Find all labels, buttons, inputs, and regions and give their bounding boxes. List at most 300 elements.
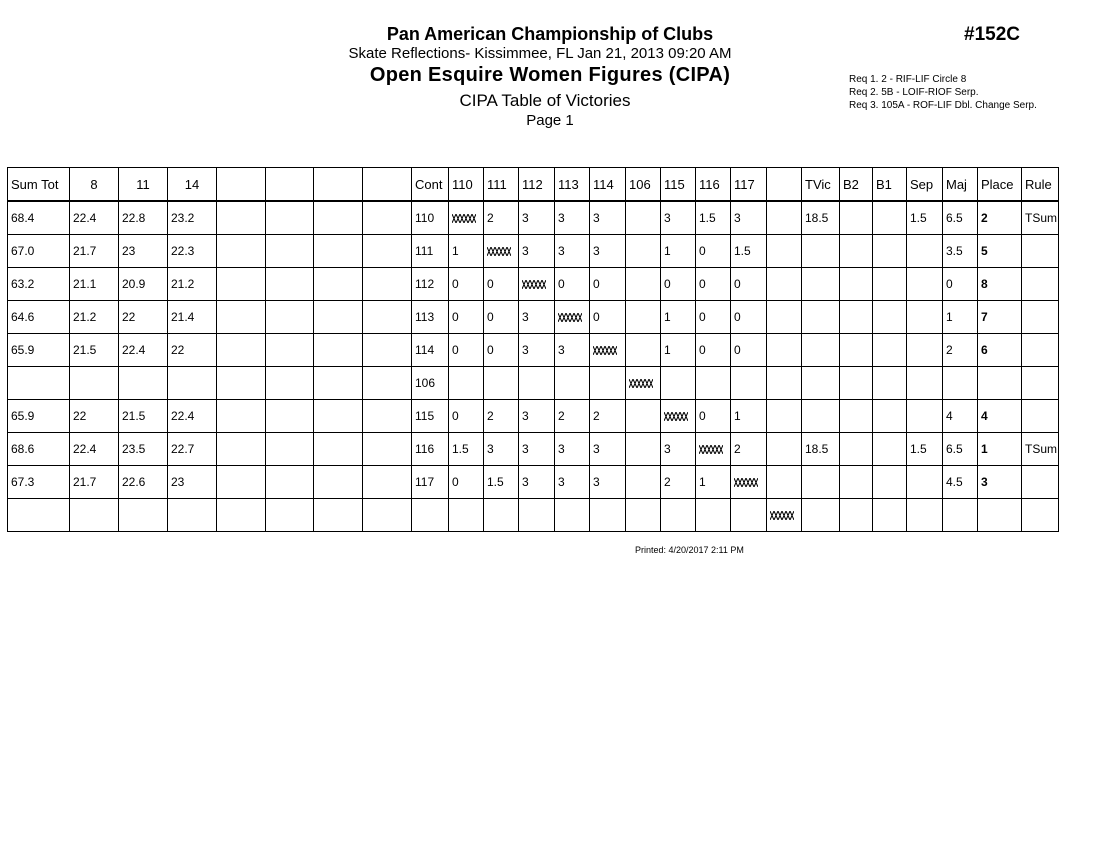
table-cell: 22.4 — [119, 334, 168, 367]
table-cell — [314, 334, 363, 367]
table-cell — [1022, 367, 1059, 400]
table-row — [8, 466, 1059, 499]
table-cell: 21.7 — [70, 466, 119, 499]
column-header: TVic — [802, 168, 840, 202]
table-cell — [978, 367, 1022, 400]
table-cell — [363, 301, 412, 334]
table-cell — [873, 400, 907, 433]
table-cell — [266, 367, 314, 400]
column-header: Place — [978, 168, 1022, 202]
table-cell: 3 — [519, 235, 555, 268]
table-cell: 22 — [168, 334, 217, 367]
table-cell: 112 — [412, 268, 449, 301]
table-cell: 63.2 — [8, 268, 70, 301]
table-cell: 23.5 — [119, 433, 168, 466]
table-cell: 0 — [731, 301, 767, 334]
table-cell — [314, 235, 363, 268]
table-cell — [519, 367, 555, 400]
table-cell: 2 — [661, 466, 696, 499]
table-cell: 3 — [555, 433, 590, 466]
table-cell — [873, 466, 907, 499]
table-cell — [1022, 466, 1059, 499]
table-cell — [314, 367, 363, 400]
table-cell: 22.3 — [168, 235, 217, 268]
table-cell: 1.5 — [449, 433, 484, 466]
table-cell: 115 — [412, 400, 449, 433]
table-cell — [840, 400, 873, 433]
table-cell — [626, 268, 661, 301]
column-header: 114 — [590, 168, 626, 202]
table-cell — [217, 301, 266, 334]
table-cell: 1 — [449, 235, 484, 268]
table-cell — [802, 301, 840, 334]
table-cell — [363, 367, 412, 400]
table-cell: 21.7 — [70, 235, 119, 268]
table-cell: 3 — [555, 235, 590, 268]
table-cell: 1 — [661, 301, 696, 334]
table-cell: 6.5 — [943, 201, 978, 235]
column-header: 11 — [119, 168, 168, 202]
event-number: #152C — [964, 24, 1020, 45]
table-cell: 1.5 — [731, 235, 767, 268]
self-comparison-mark — [626, 367, 661, 400]
table-cell: 22 — [119, 301, 168, 334]
table-cell — [217, 499, 266, 532]
table-row — [8, 301, 1059, 334]
table-cell — [943, 499, 978, 532]
table-cell — [802, 268, 840, 301]
table-cell: 0 — [555, 268, 590, 301]
table-cell: 1.5 — [484, 466, 519, 499]
table-cell — [731, 499, 767, 532]
table-cell — [873, 235, 907, 268]
table-cell — [696, 367, 731, 400]
table-cell: 1 — [661, 334, 696, 367]
table-cell — [1022, 301, 1059, 334]
table-cell: 1 — [943, 301, 978, 334]
table-cell — [907, 499, 943, 532]
table-cell: 116 — [412, 433, 449, 466]
table-cell: 0 — [696, 268, 731, 301]
self-comparison-mark — [696, 433, 731, 466]
table-cell — [626, 334, 661, 367]
table-cell — [70, 499, 119, 532]
table-header-row — [8, 168, 1059, 202]
column-header: Sep — [907, 168, 943, 202]
table-cell: 21.1 — [70, 268, 119, 301]
competition-title: Pan American Championship of Clubs — [386, 24, 714, 44]
table-cell — [767, 367, 802, 400]
table-cell: 0 — [696, 235, 731, 268]
table-cell: TSum — [1022, 201, 1059, 235]
table-title: CIPA Table of Victories — [459, 91, 631, 110]
table-cell: 3 — [519, 334, 555, 367]
table-cell: 20.9 — [119, 268, 168, 301]
table-of-victories — [7, 167, 1059, 532]
table-cell — [314, 201, 363, 235]
table-cell: 3 — [978, 466, 1022, 499]
table-cell — [943, 367, 978, 400]
table-cell: 68.4 — [8, 201, 70, 235]
table-cell — [626, 433, 661, 466]
self-comparison-mark — [590, 334, 626, 367]
table-cell: 1 — [661, 235, 696, 268]
table-cell — [363, 235, 412, 268]
table-cell: 6 — [978, 334, 1022, 367]
table-cell: 0 — [696, 400, 731, 433]
table-cell — [907, 301, 943, 334]
table-cell — [840, 433, 873, 466]
table-cell: 3 — [555, 201, 590, 235]
table-cell: 114 — [412, 334, 449, 367]
table-cell — [907, 268, 943, 301]
table-cell: 106 — [412, 367, 449, 400]
table-cell: 0 — [590, 301, 626, 334]
table-cell — [266, 499, 314, 532]
table-cell: 0 — [484, 268, 519, 301]
table-cell — [266, 466, 314, 499]
table-cell — [363, 400, 412, 433]
table-cell: 21.2 — [70, 301, 119, 334]
table-cell — [266, 334, 314, 367]
table-cell — [266, 235, 314, 268]
table-cell: 1 — [731, 400, 767, 433]
table-cell: 22 — [70, 400, 119, 433]
table-cell — [314, 466, 363, 499]
table-cell — [802, 367, 840, 400]
table-cell — [840, 301, 873, 334]
table-cell: 22.4 — [70, 201, 119, 235]
table-cell — [802, 334, 840, 367]
table-cell — [217, 367, 266, 400]
requirement-item: Req 1. 2 - RIF-LIF Circle 8 — [849, 74, 967, 85]
table-cell — [767, 235, 802, 268]
table-cell — [8, 499, 70, 532]
table-row — [8, 499, 1059, 532]
table-cell: 0 — [731, 334, 767, 367]
cross-hatch-icon — [558, 313, 582, 322]
table-cell: 22.8 — [119, 201, 168, 235]
table-cell — [70, 367, 119, 400]
table-cell: 3 — [555, 466, 590, 499]
table-cell: 8 — [978, 268, 1022, 301]
table-row — [8, 201, 1059, 235]
table-cell — [217, 235, 266, 268]
table-cell: 3 — [590, 201, 626, 235]
table-cell — [907, 400, 943, 433]
table-cell: 21.4 — [168, 301, 217, 334]
table-cell — [626, 400, 661, 433]
table-cell: 18.5 — [802, 433, 840, 466]
table-cell — [266, 433, 314, 466]
table-cell — [266, 301, 314, 334]
requirement-item: Req 3. 105A - ROF-LIF Dbl. Change Serp. — [849, 100, 1037, 111]
table-cell — [840, 235, 873, 268]
table-cell — [412, 499, 449, 532]
table-cell — [363, 433, 412, 466]
table-cell — [314, 400, 363, 433]
table-cell — [217, 268, 266, 301]
table-cell: 113 — [412, 301, 449, 334]
self-comparison-mark — [449, 201, 484, 235]
venue-date-line: Skate Reflections- Kissimmee, FL Jan 21, 2013 09:20 AM — [348, 45, 732, 62]
table-cell — [767, 201, 802, 235]
column-header: Sum Tot — [8, 168, 70, 202]
column-header: 8 — [70, 168, 119, 202]
table-cell — [731, 367, 767, 400]
table-cell — [590, 499, 626, 532]
requirement-item: Req 2. 5B - LOIF-RIOF Serp. — [849, 87, 979, 98]
cross-hatch-icon — [629, 379, 653, 388]
table-row — [8, 235, 1059, 268]
column-header: 111 — [484, 168, 519, 202]
column-header: 113 — [555, 168, 590, 202]
self-comparison-mark — [519, 268, 555, 301]
self-comparison-mark — [555, 301, 590, 334]
cross-hatch-icon — [487, 247, 511, 256]
table-cell: 2 — [943, 334, 978, 367]
table-cell — [626, 499, 661, 532]
table-cell — [767, 400, 802, 433]
table-cell — [873, 499, 907, 532]
column-header: 115 — [661, 168, 696, 202]
table-cell — [661, 367, 696, 400]
table-cell — [363, 334, 412, 367]
table-cell — [363, 466, 412, 499]
table-cell — [767, 334, 802, 367]
table-cell — [767, 268, 802, 301]
table-cell: 67.3 — [8, 466, 70, 499]
table-cell — [266, 400, 314, 433]
table-cell: 0 — [449, 334, 484, 367]
table-cell: 3.5 — [943, 235, 978, 268]
table-cell — [873, 301, 907, 334]
column-header — [363, 168, 412, 202]
table-cell — [555, 499, 590, 532]
table-cell — [978, 499, 1022, 532]
table-cell — [873, 268, 907, 301]
table-cell — [840, 334, 873, 367]
table-cell: 64.6 — [8, 301, 70, 334]
table-cell — [217, 201, 266, 235]
table-cell: 21.5 — [70, 334, 119, 367]
table-cell: 4 — [978, 400, 1022, 433]
table-cell: 2 — [590, 400, 626, 433]
table-cell: 65.9 — [8, 400, 70, 433]
table-row — [8, 400, 1059, 433]
table-cell — [873, 367, 907, 400]
table-cell: 23.2 — [168, 201, 217, 235]
table-cell — [363, 499, 412, 532]
self-comparison-mark — [661, 400, 696, 433]
table-cell — [873, 433, 907, 466]
table-cell: 2 — [978, 201, 1022, 235]
table-cell: 0 — [731, 268, 767, 301]
table-cell — [1022, 268, 1059, 301]
table-cell: 6.5 — [943, 433, 978, 466]
column-header — [217, 168, 266, 202]
table-row — [8, 334, 1059, 367]
table-cell: 22.7 — [168, 433, 217, 466]
column-header: Maj — [943, 168, 978, 202]
table-cell: 0 — [696, 301, 731, 334]
table-cell: 3 — [519, 400, 555, 433]
table-cell: 22.6 — [119, 466, 168, 499]
self-comparison-mark — [731, 466, 767, 499]
table-cell — [907, 235, 943, 268]
table-cell — [840, 367, 873, 400]
column-header: 116 — [696, 168, 731, 202]
table-cell — [168, 499, 217, 532]
printed-timestamp: Printed: 4/20/2017 2:11 PM — [635, 545, 744, 555]
table-cell — [626, 201, 661, 235]
table-cell — [484, 367, 519, 400]
table-cell — [266, 201, 314, 235]
table-cell — [767, 301, 802, 334]
table-cell: 0 — [696, 334, 731, 367]
table-cell — [8, 367, 70, 400]
table-cell — [840, 499, 873, 532]
table-cell: 0 — [590, 268, 626, 301]
table-cell — [519, 499, 555, 532]
column-header: 110 — [449, 168, 484, 202]
table-cell — [907, 466, 943, 499]
table-cell — [840, 268, 873, 301]
table-cell — [449, 367, 484, 400]
table-cell: 2 — [731, 433, 767, 466]
table-cell — [119, 367, 168, 400]
table-row — [8, 268, 1059, 301]
cross-hatch-icon — [664, 412, 688, 421]
table-cell — [802, 466, 840, 499]
table-cell — [767, 466, 802, 499]
table-cell: 7 — [978, 301, 1022, 334]
cross-hatch-icon — [593, 346, 617, 355]
column-header: B2 — [840, 168, 873, 202]
table-cell — [314, 268, 363, 301]
table-cell: 21.2 — [168, 268, 217, 301]
table-cell: 22.4 — [70, 433, 119, 466]
column-header: Rule — [1022, 168, 1059, 202]
table-cell — [314, 499, 363, 532]
table-cell: 65.9 — [8, 334, 70, 367]
table-cell: 2 — [484, 201, 519, 235]
table-cell: 0 — [449, 301, 484, 334]
table-cell: 4.5 — [943, 466, 978, 499]
cross-hatch-icon — [452, 214, 476, 223]
table-cell: 111 — [412, 235, 449, 268]
table-row — [8, 433, 1059, 466]
table-cell: 1.5 — [907, 201, 943, 235]
self-comparison-mark — [484, 235, 519, 268]
table-cell: 22.4 — [168, 400, 217, 433]
table-cell — [802, 400, 840, 433]
table-cell — [1022, 235, 1059, 268]
table-cell — [119, 499, 168, 532]
table-cell: 0 — [484, 334, 519, 367]
cross-hatch-icon — [522, 280, 546, 289]
column-header — [767, 168, 802, 202]
column-header: 14 — [168, 168, 217, 202]
table-cell — [626, 466, 661, 499]
table-cell — [217, 433, 266, 466]
column-header — [266, 168, 314, 202]
table-cell: 3 — [590, 433, 626, 466]
table-cell — [840, 201, 873, 235]
table-cell: 0 — [449, 400, 484, 433]
table-cell: 117 — [412, 466, 449, 499]
table-cell: 3 — [661, 201, 696, 235]
table-cell: 3 — [484, 433, 519, 466]
table-cell — [661, 499, 696, 532]
table-cell: 21.5 — [119, 400, 168, 433]
table-cell: 3 — [519, 466, 555, 499]
table-cell — [626, 235, 661, 268]
table-cell — [907, 334, 943, 367]
column-header: B1 — [873, 168, 907, 202]
table-cell: 3 — [555, 334, 590, 367]
table-cell: 23 — [168, 466, 217, 499]
table-cell — [217, 334, 266, 367]
cross-hatch-icon — [699, 445, 723, 454]
table-cell: 3 — [519, 301, 555, 334]
table-cell — [555, 367, 590, 400]
table-cell: TSum — [1022, 433, 1059, 466]
table-cell — [266, 268, 314, 301]
table-cell — [363, 201, 412, 235]
self-comparison-mark — [767, 499, 802, 532]
table-cell — [217, 400, 266, 433]
table-cell: 18.5 — [802, 201, 840, 235]
column-header: 112 — [519, 168, 555, 202]
table-cell — [802, 499, 840, 532]
table-cell — [168, 367, 217, 400]
cross-hatch-icon — [734, 478, 758, 487]
table-cell — [873, 334, 907, 367]
table-cell — [907, 367, 943, 400]
table-cell: 2 — [555, 400, 590, 433]
column-header: 106 — [626, 168, 661, 202]
table-cell: 3 — [590, 235, 626, 268]
table-cell — [314, 301, 363, 334]
table-cell: 1.5 — [907, 433, 943, 466]
column-header — [314, 168, 363, 202]
table-cell: 3 — [519, 433, 555, 466]
table-cell: 3 — [519, 201, 555, 235]
table-cell — [696, 499, 731, 532]
table-cell: 1 — [696, 466, 731, 499]
event-title: Open Esquire Women Figures (CIPA) — [369, 64, 731, 86]
requirements-list — [849, 73, 1037, 112]
table-cell: 67.0 — [8, 235, 70, 268]
table-cell: 0 — [484, 301, 519, 334]
cross-hatch-icon — [770, 511, 794, 520]
page-label: Page 1 — [526, 112, 574, 129]
table-row — [8, 367, 1059, 400]
table-cell: 68.6 — [8, 433, 70, 466]
table-cell: 0 — [449, 466, 484, 499]
table-cell — [449, 499, 484, 532]
table-cell — [840, 466, 873, 499]
table-cell — [314, 433, 363, 466]
column-header: Cont — [412, 168, 449, 202]
table-cell: 1 — [978, 433, 1022, 466]
table-cell: 3 — [731, 201, 767, 235]
table-cell: 2 — [484, 400, 519, 433]
table-cell: 23 — [119, 235, 168, 268]
table-cell — [484, 499, 519, 532]
table-cell: 3 — [661, 433, 696, 466]
